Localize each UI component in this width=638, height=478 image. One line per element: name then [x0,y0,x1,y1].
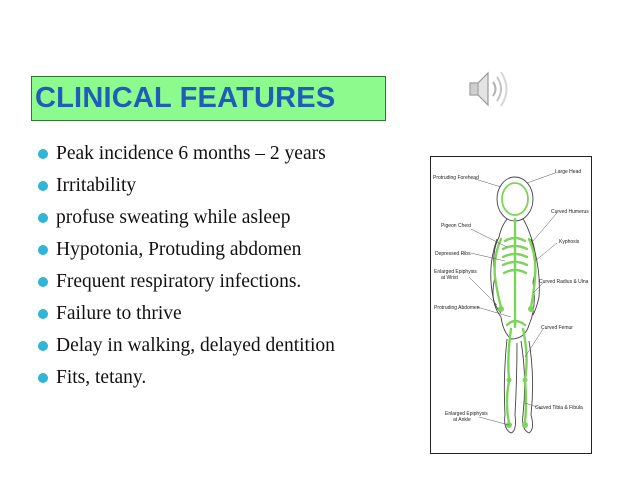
list-item [38,202,335,234]
list-item [38,234,335,266]
list-item [38,138,335,170]
list-item [38,330,335,362]
bullet-list [38,138,335,394]
label-enlarged-epiphysis-ankle: Enlarged Epiphysis [445,411,488,417]
label-enlarged-epiphysis-ankle-2: at Ankle [453,417,471,423]
label-curved-radius-ulna: Curved Radius & Ulna [539,279,589,285]
list-item-text: Peak incidence 6 months – 2 years [56,143,326,164]
child-skeleton-illustration [431,157,591,453]
skeleton-bones [495,183,536,423]
list-item [38,266,335,298]
slide-title: CLINICAL FEATURES [35,82,336,114]
bullet-icon [38,149,48,159]
leader-lines [469,173,557,425]
label-pigeon-chest: Pigeon Chest [441,223,472,229]
label-curved-femur: Curved Femur [541,325,573,331]
list-item-text: profuse sweating while asleep [56,207,291,228]
speaker-icon[interactable] [464,67,512,111]
label-enlarged-epiphysis-wrist: Enlarged Epiphysis [434,269,477,275]
list-item-text: Frequent respiratory infections. [56,271,302,292]
label-kyphosis: Kyphosis [559,239,580,245]
label-enlarged-epiphysis-wrist-2: at Wrist [441,275,458,281]
rickets-figure [430,156,592,454]
label-protruding-forehead: Protruding Forehead [433,175,479,181]
label-curved-tibia-fibula: Curved Tibia & Fibula [535,405,583,411]
list-item [38,170,335,202]
bullet-icon [38,309,48,319]
label-depressed-ribs: Depressed Ribs [435,251,471,257]
label-protruding-abdomen: Protruding Abdomen [434,305,480,311]
bullet-icon [38,245,48,255]
list-item [38,362,335,394]
label-curved-humerus: Curved Humerus [551,209,589,215]
list-item-text: Hypotonia, Protuding abdomen [56,239,302,260]
list-item-text: Irritability [56,175,137,196]
title-box [31,76,386,121]
list-item-text: Delay in walking, delayed dentition [56,335,335,356]
bullet-icon [38,277,48,287]
bullet-icon [38,181,48,191]
bullet-icon [38,213,48,223]
label-large-head: Large Head [555,169,582,175]
bullet-icon [38,373,48,383]
bullet-icon [38,341,48,351]
list-item-text: Failure to thrive [56,303,182,324]
list-item [38,298,335,330]
list-item-text: Fits, tetany. [56,367,147,388]
